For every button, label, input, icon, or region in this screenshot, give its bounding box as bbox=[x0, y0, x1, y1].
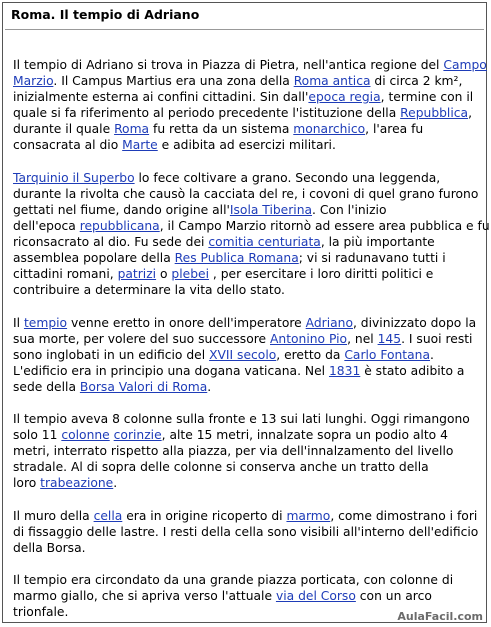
text-line bbox=[13, 282, 481, 298]
text-segment: , nel bbox=[347, 331, 378, 346]
text-line bbox=[13, 170, 481, 186]
text-segment: durante il quale bbox=[13, 122, 115, 137]
paragraph-gap bbox=[13, 556, 481, 572]
text-segment: . bbox=[207, 379, 212, 394]
text-segment: L'edificio era in principio una dogana vaticana. Nel bbox=[13, 363, 329, 378]
text-line bbox=[13, 186, 481, 202]
inline-link[interactable]: 145 bbox=[377, 331, 402, 346]
text-segment: , la più importante bbox=[320, 235, 435, 250]
inline-link[interactable]: Isola Tiberina bbox=[229, 202, 313, 217]
paragraph bbox=[13, 315, 481, 395]
text-line bbox=[13, 89, 481, 105]
text-segment: , bbox=[468, 106, 472, 121]
text-segment: , l'area fu bbox=[365, 122, 424, 137]
paragraph-gap bbox=[13, 395, 481, 411]
text-line bbox=[13, 202, 481, 218]
text-segment: ; vi si radunavano tutti i bbox=[298, 251, 446, 266]
inline-link[interactable]: epoca regia bbox=[308, 90, 381, 105]
text-line bbox=[13, 411, 481, 427]
text-line bbox=[13, 266, 481, 282]
article-frame bbox=[2, 2, 490, 623]
text-segment: di fissaggio delle lastre. I resti della cella sono visibili all'interno dell'edificio bbox=[13, 524, 479, 539]
text-segment: è stato adibito a bbox=[360, 363, 465, 378]
text-segment: sua morte, per volere del suo successore bbox=[13, 331, 270, 346]
text-segment: sede della bbox=[13, 379, 80, 394]
text-segment: metri, interrato rispetto alla piazza, per via dell'innalzamento del livello bbox=[13, 444, 454, 459]
inline-link[interactable]: Campo bbox=[443, 58, 487, 72]
text-segment: Il tempio era circondato da una grande piazza porticata, con colonne di bbox=[13, 573, 454, 587]
text-segment: , eretto da bbox=[276, 347, 345, 362]
page-title: Roma. Il tempio di Adriano bbox=[11, 7, 200, 22]
text-line bbox=[13, 73, 481, 89]
text-segment: quale si fa riferimento al periodo precedente l'istituzione della bbox=[13, 106, 401, 121]
text-segment: venne eretto in onore dell'imperatore bbox=[67, 315, 306, 330]
inline-link[interactable]: trabeazione bbox=[40, 476, 114, 491]
text-line bbox=[13, 250, 481, 266]
text-segment: gettati nel fiume, dando origine all' bbox=[13, 202, 230, 217]
inline-link[interactable]: 1831 bbox=[328, 363, 361, 378]
text-segment: lo fece coltivare a grano. Secondo una leggenda, bbox=[134, 170, 441, 185]
paragraph-gap bbox=[13, 492, 481, 508]
text-segment: riconsacrato al dio. Fu sede dei bbox=[13, 235, 209, 250]
text-line bbox=[13, 443, 481, 459]
text-segment: . bbox=[113, 476, 118, 491]
text-segment: o bbox=[156, 267, 172, 282]
text-line bbox=[13, 363, 481, 379]
text-segment: della Borsa. bbox=[13, 540, 86, 555]
text-segment: e adibita ad esercizi militari. bbox=[157, 138, 336, 153]
text-segment: di circa 2 km², bbox=[370, 74, 463, 89]
text-segment: era in origine ricoperto di bbox=[122, 508, 287, 523]
text-line bbox=[13, 218, 490, 234]
inline-link[interactable]: colonne bbox=[61, 428, 110, 443]
text-segment: assemblea popolare della bbox=[13, 251, 175, 266]
inline-link[interactable]: patrizi bbox=[117, 267, 157, 282]
text-segment: durante la rivolta che causò la cacciata del re, i covoni di quel grano furono bbox=[13, 186, 479, 201]
text-segment: marmo giallo, che si apriva verso l'attuale bbox=[13, 589, 276, 604]
inline-link[interactable]: Marzio bbox=[13, 74, 54, 89]
text-line bbox=[13, 121, 481, 137]
text-segment: , divinizzato dopo la bbox=[352, 315, 477, 330]
text-line bbox=[13, 572, 481, 588]
text-segment: , termine con il bbox=[380, 90, 474, 105]
inline-link[interactable]: corinzie bbox=[113, 428, 162, 443]
paragraph bbox=[13, 170, 490, 299]
text-line bbox=[13, 379, 481, 395]
inline-link[interactable]: plebei bbox=[171, 267, 209, 282]
text-segment: . Il Campus Martius era una zona della bbox=[53, 74, 294, 89]
text-line bbox=[13, 459, 481, 475]
paragraph bbox=[13, 508, 481, 556]
inline-link[interactable]: cella bbox=[93, 508, 123, 523]
inline-link[interactable]: Adriano bbox=[305, 315, 353, 330]
title-divider bbox=[5, 29, 484, 30]
text-line bbox=[13, 427, 481, 443]
inline-link[interactable]: Tarquinio il Superbo bbox=[13, 170, 135, 185]
inline-link[interactable]: XVII secolo bbox=[209, 347, 277, 362]
text-segment: , alte 15 metri, innalzate sopra un podio alto 4 bbox=[161, 428, 448, 443]
inline-link[interactable]: Carlo Fontana bbox=[344, 347, 430, 362]
paragraph-gap bbox=[13, 298, 481, 314]
brand-logo[interactable]: AulaFacil.com bbox=[397, 610, 483, 623]
text-segment: contribuire a determinare la vita dello stato. bbox=[13, 283, 285, 298]
inline-link[interactable]: tempio bbox=[23, 315, 68, 330]
text-line bbox=[13, 524, 481, 540]
text-segment: Il bbox=[13, 315, 24, 330]
text-line bbox=[13, 234, 481, 250]
text-segment: Il muro della bbox=[13, 508, 94, 523]
article-body bbox=[13, 57, 490, 620]
text-line bbox=[13, 540, 481, 556]
inline-link[interactable]: comitia centuriata bbox=[208, 235, 321, 250]
text-segment: . bbox=[430, 347, 434, 362]
inline-link[interactable]: Borsa Valori di Roma bbox=[79, 379, 208, 394]
text-segment: loro bbox=[13, 476, 41, 491]
text-segment: trionfale. bbox=[13, 605, 69, 620]
text-line bbox=[13, 508, 481, 524]
text-segment: . I suoi resti bbox=[401, 331, 473, 346]
inline-link[interactable]: via del Corso bbox=[275, 589, 356, 604]
text-line bbox=[13, 475, 481, 491]
text-segment: cittadini romani, bbox=[13, 267, 118, 282]
paragraph-gap bbox=[13, 154, 481, 170]
paragraph bbox=[13, 411, 481, 491]
text-segment: sono inglobati in un edificio del bbox=[13, 347, 210, 362]
text-segment: Il tempio aveva 8 colonne sulla fronte e 13 sui lati lunghi. Oggi rimangono bbox=[13, 412, 470, 427]
inline-link[interactable]: monarchico bbox=[293, 122, 366, 137]
inline-link[interactable]: Roma bbox=[114, 122, 150, 137]
text-segment: inizialmente esterna ai confini cittadini. Sin dall' bbox=[13, 90, 309, 105]
inline-link[interactable]: Antonino Pio bbox=[270, 331, 348, 346]
text-segment: dell'epoca bbox=[13, 218, 80, 233]
inline-link[interactable]: Roma antica bbox=[293, 74, 371, 89]
inline-link[interactable]: marmo bbox=[286, 508, 331, 523]
inline-link[interactable]: Res Publica Romana bbox=[174, 251, 299, 266]
text-segment: , come dimostrano i fori bbox=[330, 508, 478, 523]
text-line bbox=[13, 588, 481, 604]
text-line bbox=[13, 57, 487, 73]
text-segment: . Con l'inizio bbox=[312, 202, 387, 217]
inline-link[interactable]: Repubblica bbox=[400, 106, 469, 121]
text-line bbox=[13, 105, 481, 121]
text-segment: consacrata al dio bbox=[13, 138, 123, 153]
text-segment: solo 11 bbox=[13, 428, 62, 443]
text-segment: fu retta da un sistema bbox=[149, 122, 294, 137]
text-line bbox=[13, 137, 481, 153]
paragraph bbox=[13, 57, 487, 154]
text-segment: con un arco bbox=[355, 589, 432, 604]
text-segment: , il Campo Marzio ritornò ad essere area pubblica e fu bbox=[159, 218, 490, 233]
inline-link[interactable]: Marte bbox=[122, 138, 158, 153]
text-segment: , per esercitare i loro diritti politici e bbox=[209, 267, 434, 282]
text-line bbox=[13, 331, 481, 347]
text-segment: Il tempio di Adriano si trova in Piazza di Pietra, nell'antica regione del bbox=[13, 58, 444, 72]
text-segment: stradale. Al di sopra delle colonne si conserva anche un tratto della bbox=[13, 460, 429, 475]
text-line bbox=[13, 347, 481, 363]
inline-link[interactable]: repubblicana bbox=[79, 218, 160, 233]
text-line bbox=[13, 315, 481, 331]
